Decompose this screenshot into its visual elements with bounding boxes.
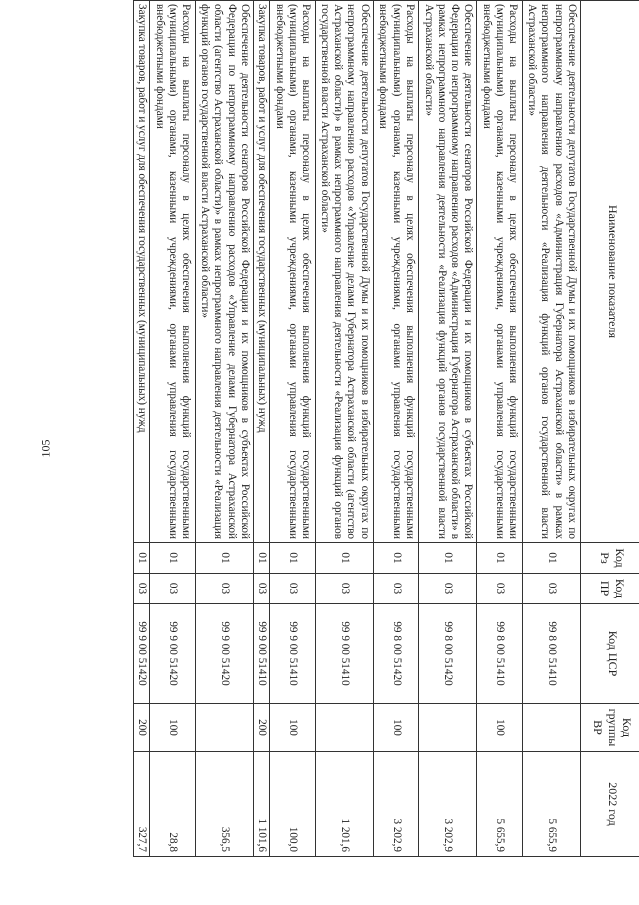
row-name: Расходы на выплаты персоналу в целях обеспечения выполнения функций государственными (муниципальными) органами, казенными учреждениями, органами управления государственными внебюджетными фондами (270, 1, 315, 543)
row-name: Закупка товаров, работ и услуг для обеспечения государственных (муниципальных) нужд (134, 1, 150, 543)
row-name: Обеспечение деятельности сенаторов Российской Федерации и их помощников в субъектах Российской Федерации по непрограммному направлению расходов «Управление делами Губернатора Астраханской области (агентство Астраханской области)» в рамках непрограммного направления деятельности «Реализация функций органов государственной власти Астраханской области» (195, 1, 253, 543)
row-csr: 99 9 00 51420 (150, 604, 195, 704)
row-pr: 03 (270, 574, 315, 604)
row-name: Расходы на выплаты персоналу в целях обеспечения выполнения функций государственными (муниципальными) органами, казенными учреждениями, органами управления государственными внебюджетными фондами (150, 1, 195, 543)
row-rz: 01 (195, 543, 253, 574)
row-csr: 99 9 00 51420 (195, 604, 253, 704)
budget-table-container (133, 0, 639, 856)
table-row (253, 1, 269, 857)
row-value: 3 202,9 (373, 752, 418, 857)
row-name: Расходы на выплаты персоналу в целях обеспечения выполнения функций государственными (муниципальными) органами, казенными учреждениями, органами управления государственными внебюджетными фондами (373, 1, 418, 543)
row-pr: 03 (150, 574, 195, 604)
row-vr: 200 (253, 704, 269, 752)
header-vr: Код группы ВР (581, 704, 639, 752)
row-csr: 99 8 00 51420 (419, 604, 477, 704)
row-value: 28,8 (150, 752, 195, 857)
row-rz: 01 (134, 543, 150, 574)
row-pr: 03 (134, 574, 150, 604)
row-name: Обеспечение деятельности депутатов Государственной Думы и их помощников в избирательных округах по непрограммному направлению расходов «Управление делами Губернатора Астраханской области (агентство Астраханской области)» в рамках непрограммного направления деятельности «Реализация функций органов государственной власти Астраханской области» (315, 1, 373, 543)
header-year: 2022 год (581, 752, 639, 857)
row-csr: 99 9 00 51410 (270, 604, 315, 704)
row-vr (195, 704, 253, 752)
table-row (150, 1, 195, 857)
row-value: 356,5 (195, 752, 253, 857)
table-row (522, 1, 580, 857)
row-rz: 01 (315, 543, 373, 574)
row-name: Обеспечение деятельности сенаторов Российской Федерации и их помощников в субъектах Российской Федерации по непрограммному направлению расходов «Администрация Губернатора Астраханской области» в рамках непрограммного направления деятельности «Реализация функций органов государственной власти Астраханской области» (419, 1, 477, 543)
table-row (195, 1, 253, 857)
row-value: 3 202,9 (419, 752, 477, 857)
header-pr: Код ПР (581, 574, 639, 604)
row-value: 5 655,9 (477, 752, 522, 857)
row-csr: 99 9 00 51410 (315, 604, 373, 704)
page-number: 105 (38, 439, 53, 458)
row-name: Расходы на выплаты персоналу в целях обеспечения выполнения функций государственными (муниципальными) органами, казенными учреждениями, органами управления государственными внебюджетными фондами (477, 1, 522, 543)
row-rz: 01 (522, 543, 580, 574)
table-row (419, 1, 477, 857)
header-rz: Код Рз (581, 543, 639, 574)
row-rz: 01 (477, 543, 522, 574)
row-vr: 200 (134, 704, 150, 752)
row-pr: 03 (373, 574, 418, 604)
table-row (315, 1, 373, 857)
table-row (134, 1, 150, 857)
row-name: Закупка товаров, работ и услуг для обеспечения государственных (муниципальных) нужд (253, 1, 269, 543)
row-pr: 03 (195, 574, 253, 604)
row-csr: 99 9 00 51420 (134, 604, 150, 704)
row-name: Обеспечение деятельности депутатов Государственной Думы и их помощников в избирательных округах по непрограммному направлению расходов «Администрация Губернатора Астраханской области» в рамках непрограммного направления деятельности «Реализация функций органов государственной власти Астраханской области» (522, 1, 580, 543)
row-pr: 03 (522, 574, 580, 604)
row-rz: 01 (150, 543, 195, 574)
row-value: 327,7 (134, 752, 150, 857)
row-vr (419, 704, 477, 752)
budget-table (133, 0, 639, 857)
row-csr: 99 8 00 51410 (477, 604, 522, 704)
row-vr: 100 (373, 704, 418, 752)
row-value: 5 655,9 (522, 752, 580, 857)
header-csr: Код ЦСР (581, 604, 639, 704)
row-csr: 99 9 00 51410 (253, 604, 269, 704)
row-rz: 01 (270, 543, 315, 574)
row-value: 1 201,6 (315, 752, 373, 857)
table-row (270, 1, 315, 857)
row-rz: 01 (419, 543, 477, 574)
row-vr: 100 (150, 704, 195, 752)
row-csr: 99 8 00 51420 (373, 604, 418, 704)
table-row (373, 1, 418, 857)
row-value: 1 101,6 (253, 752, 269, 857)
row-csr: 99 8 00 51410 (522, 604, 580, 704)
row-vr: 100 (270, 704, 315, 752)
row-vr: 100 (477, 704, 522, 752)
row-pr: 03 (253, 574, 269, 604)
header-name: Наименование показателя (581, 1, 639, 543)
row-pr: 03 (419, 574, 477, 604)
table-body (134, 1, 581, 857)
row-rz: 01 (373, 543, 418, 574)
row-value: 100,0 (270, 752, 315, 857)
row-pr: 03 (477, 574, 522, 604)
row-pr: 03 (315, 574, 373, 604)
row-vr (315, 704, 373, 752)
table-row (477, 1, 522, 857)
row-vr (522, 704, 580, 752)
table-header-row (581, 1, 639, 857)
row-rz: 01 (253, 543, 269, 574)
